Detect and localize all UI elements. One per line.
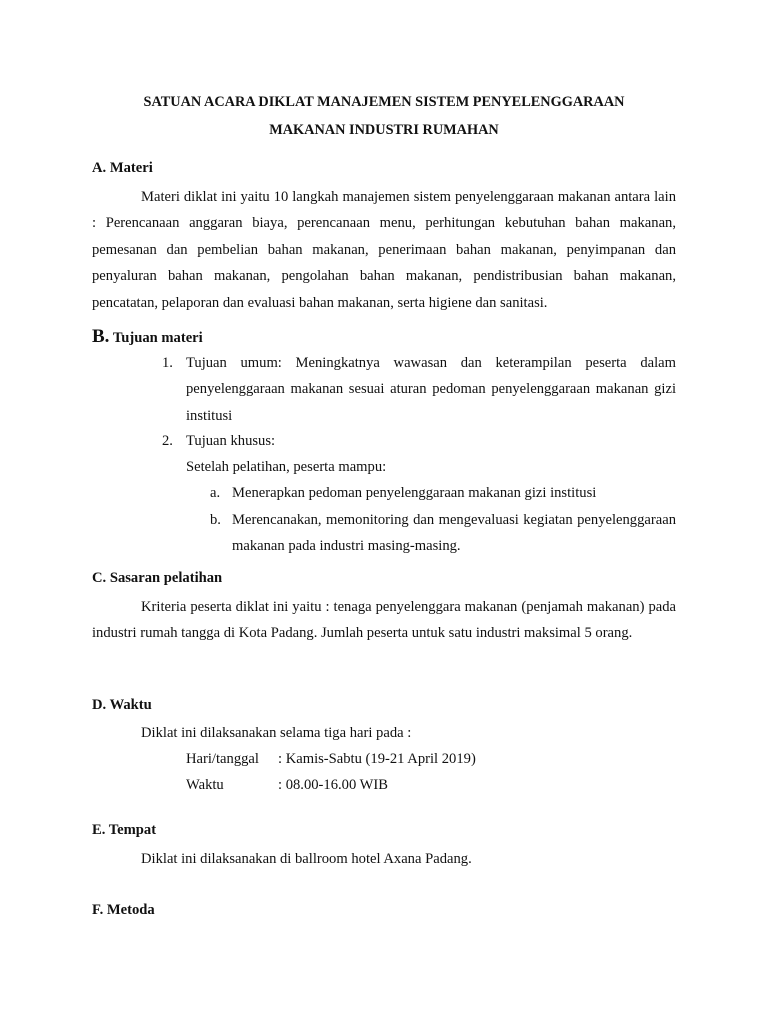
section-e-body: Diklat ini dilaksanakan di ballroom hotel Axana Padang.: [141, 851, 472, 867]
section-b-title: Tujuan materi: [112, 330, 203, 346]
section-e-heading: E. Tempat: [92, 822, 157, 838]
document-title: [92, 88, 676, 144]
sublist-letter-a: a.: [210, 485, 221, 501]
section-f-heading: F. Metoda: [92, 902, 155, 918]
section-c-heading: C. Sasaran pelatihan: [92, 570, 223, 586]
list-item-2: Tujuan khusus:: [186, 433, 276, 449]
section-b-letter: B.: [92, 326, 110, 347]
sublist-item-a: Menerapkan pedoman penyelenggaraan makanan gizi institusi: [232, 485, 597, 501]
section-d-heading: D. Waktu: [92, 697, 152, 713]
title-line-1: SATUAN ACARA DIKLAT MANAJEMEN SISTEM PENYELENGGARAAN: [143, 94, 625, 110]
list-item-2-intro: Setelah pelatihan, peserta mampu:: [186, 459, 387, 475]
section-b-heading: [92, 326, 203, 348]
section-a-body: [92, 184, 676, 316]
section-c-body: [92, 594, 676, 647]
section-a-text: Materi diklat ini yaitu 10 langkah manajemen sistem penyelenggaraan makanan antara lain : Perencanaan anggaran biaya, perencanaan menu, perhitungan kebutuhan bahan makanan, pemesanan dan pembelian bahan makanan, penerimaan bahan makanan, penyimpanan dan penyaluran bahan makanan, pengolahan bahan makanan, pendistribusian bahan makanan, pencatatan, pelaporan dan evaluasi bahan makanan, serta higiene dan sanitasi.: [92, 189, 676, 311]
section-d-intro: Diklat ini dilaksanakan selama tiga hari pada :: [141, 725, 412, 741]
section-c-text: Kriteria peserta diklat ini yaitu : tenaga penyelenggara makanan (penjamah makanan) pada industri rumah tangga di Kota Padang. Jumlah peserta untuk satu industri maksimal 5 orang.: [92, 599, 676, 642]
schedule-value-time: : 08.00-16.00 WIB: [278, 777, 388, 793]
list-item-1: Tujuan umum: Meningkatnya wawasan dan keterampilan peserta dalam penyelenggaraan makanan sesuai aturan pedoman penyelenggaraan makanan gizi institusi: [186, 355, 676, 424]
schedule-label-time: Waktu: [186, 777, 224, 793]
title-line-2: MAKANAN INDUSTRI RUMAHAN: [269, 122, 499, 138]
schedule-value-date: : Kamis-Sabtu (19-21 April 2019): [278, 751, 476, 767]
list-number-2: 2.: [162, 433, 173, 449]
section-a-heading: A. Materi: [92, 160, 153, 176]
schedule-label-date: Hari/tanggal: [186, 751, 259, 767]
sublist-letter-b: b.: [210, 512, 221, 528]
list-number-1: 1.: [162, 355, 173, 371]
sublist-item-b: Merencanakan, memonitoring dan mengevaluasi kegiatan penyelenggaraan makanan pada industri masing-masing.: [232, 512, 676, 555]
